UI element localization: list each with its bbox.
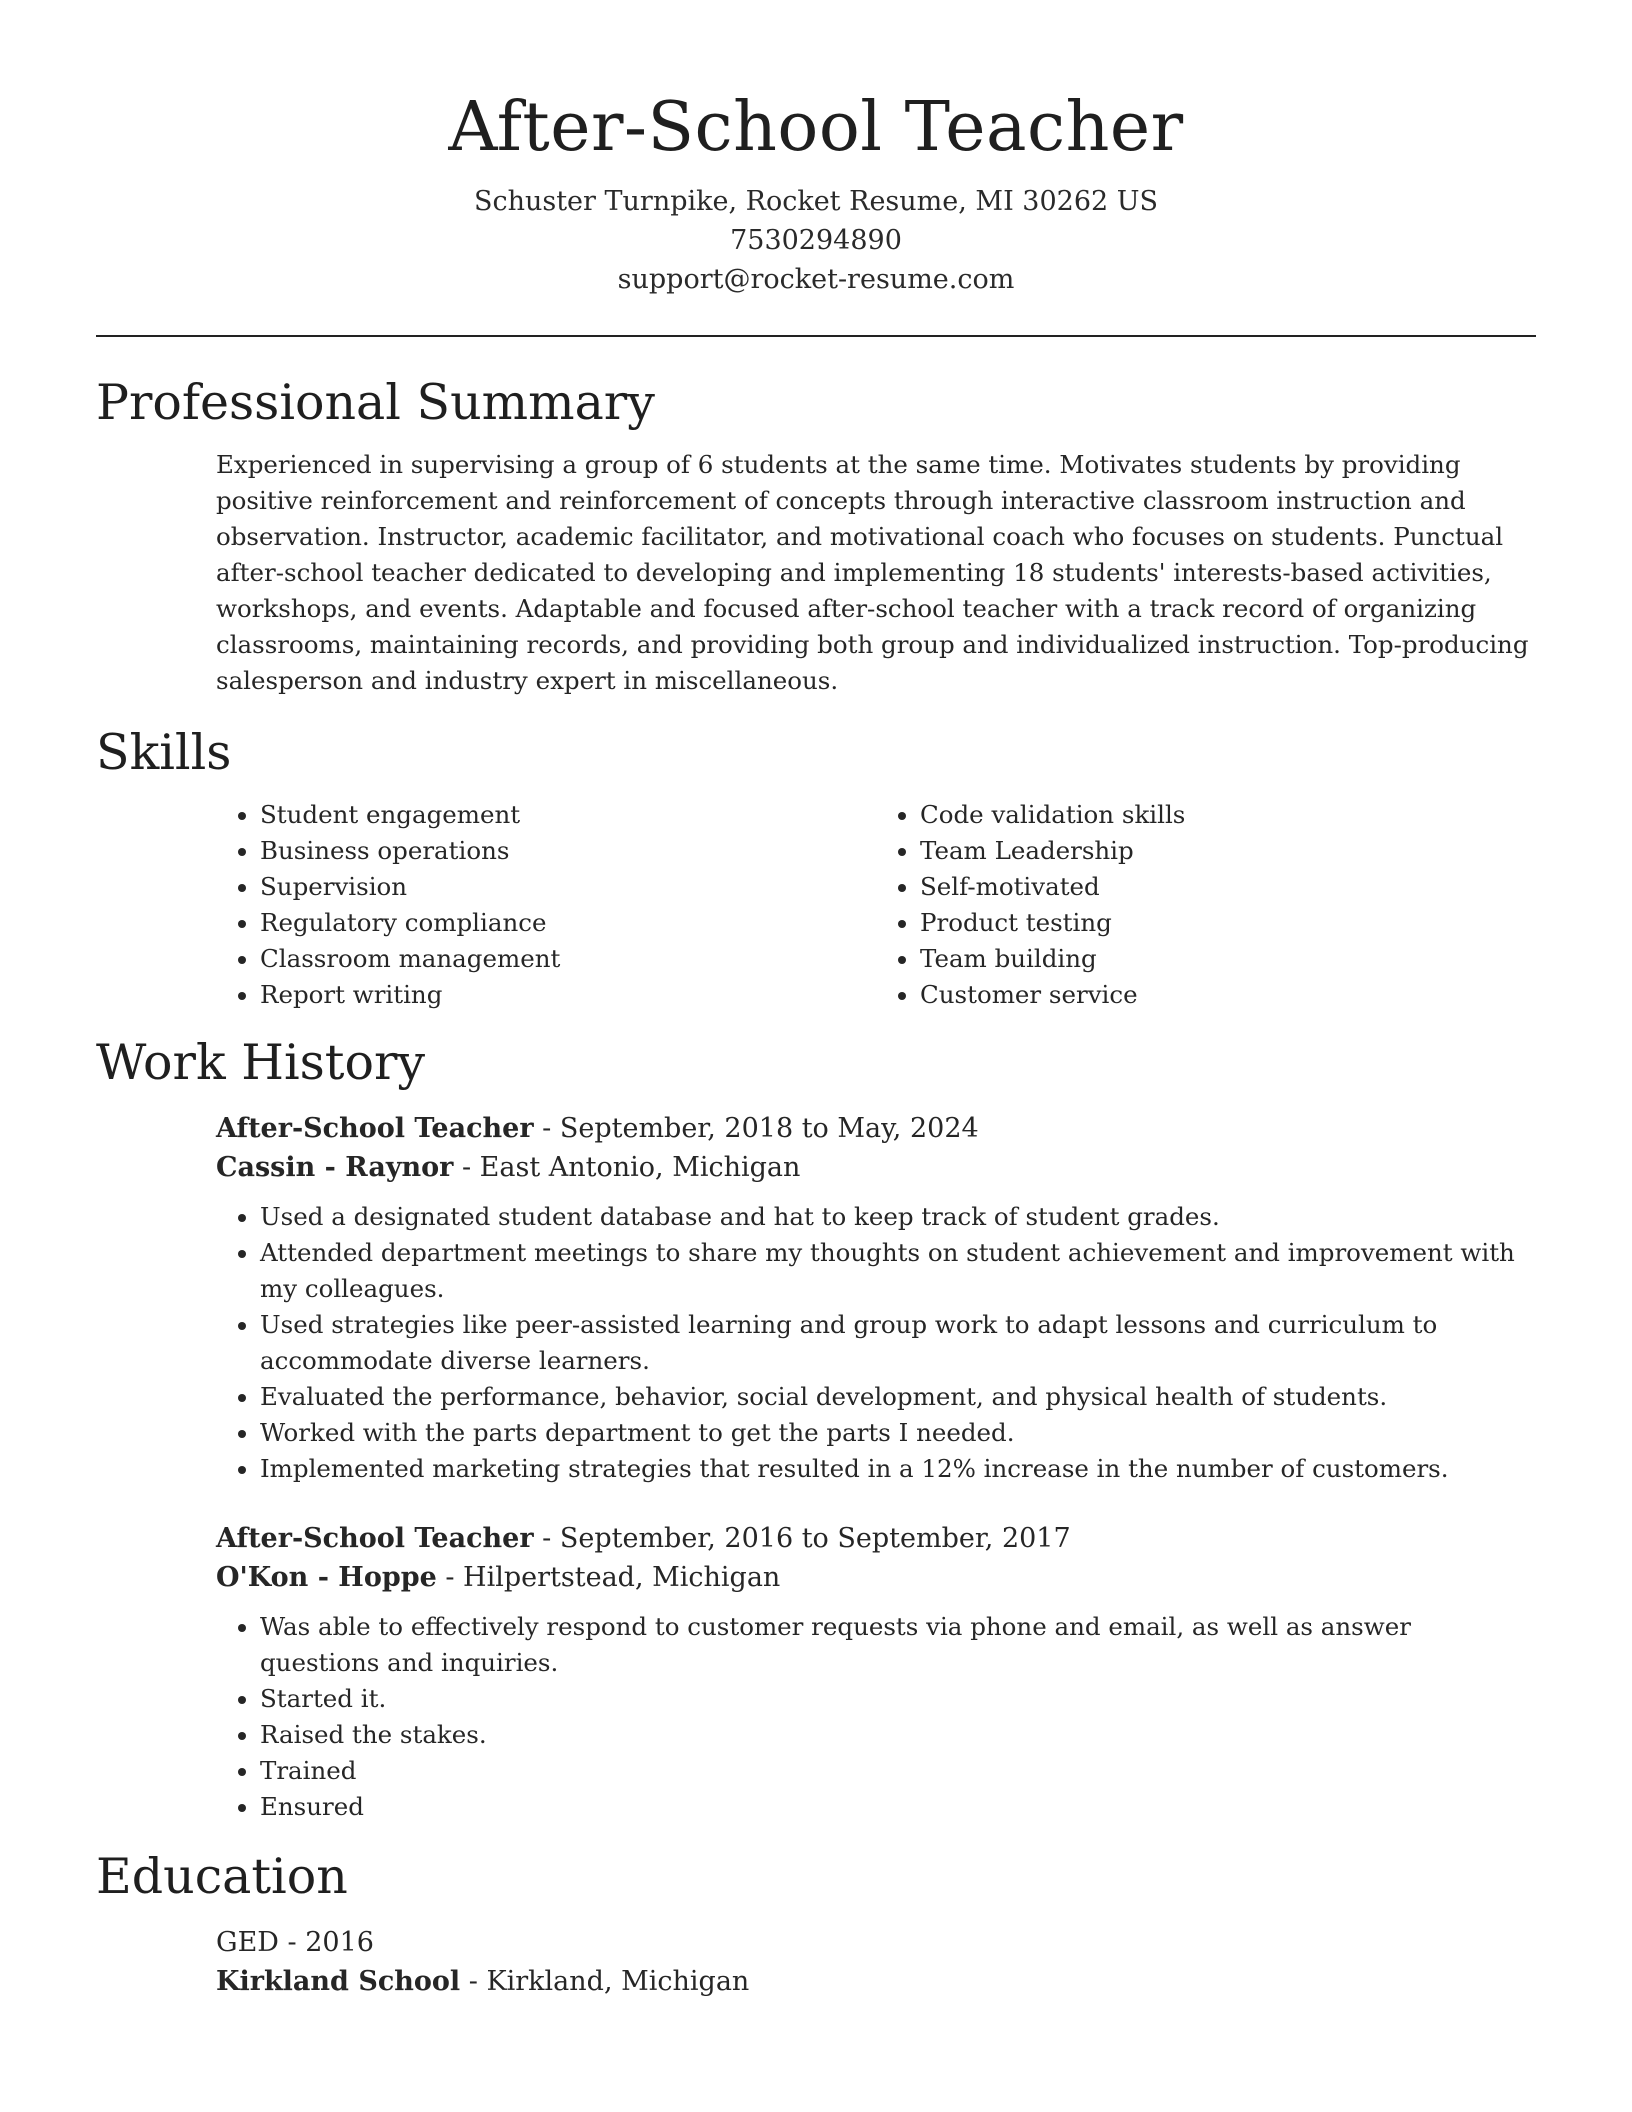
skills-list-left (216, 797, 876, 1013)
job-dates: - September, 2018 to May, 2024 (533, 1113, 979, 1144)
job-role: After-School Teacher (216, 1113, 534, 1144)
skills-section (96, 721, 1536, 1013)
skill-item: • Team Leadership (920, 833, 1536, 869)
skill-item: • Supervision (260, 869, 876, 905)
job-bullet: • Was able to effectively respond to customer requests via phone and email, as well as answer questions and inquiries. (260, 1609, 1536, 1681)
job-role: After-School Teacher (216, 1523, 534, 1554)
job-location: - East Antonio, Michigan (453, 1152, 801, 1183)
job-bullets (216, 1199, 1536, 1487)
job-bullet: • Raised the stakes. (260, 1717, 1536, 1753)
resume-page (96, 0, 1536, 2001)
skill-item: • Code validation skills (920, 797, 1536, 833)
job-bullet: • Attended department meetings to share my thoughts on student achievement and improvement with my colleagues. (260, 1235, 1536, 1307)
education-school-line (216, 1962, 1536, 2001)
work-history-title: Work History (96, 1034, 426, 1091)
job-bullet: • Worked with the parts department to get the parts I needed. (260, 1415, 1536, 1451)
skill-item: • Classroom management (260, 941, 876, 977)
education-location: - Kirkland, Michigan (460, 1966, 750, 1997)
work-history-section (96, 1031, 1536, 1825)
job-bullet: • Used strategies like peer-assisted learning and group work to adapt lessons and curriculum to accommodate diverse learners. (260, 1307, 1536, 1379)
skill-item: • Student engagement (260, 797, 876, 833)
job-bullet: • Ensured (260, 1789, 1536, 1825)
skill-item: • Self-motivated (920, 869, 1536, 905)
skill-item: • Customer service (920, 977, 1536, 1013)
job-company-line (216, 1148, 1536, 1187)
job-bullet: • Trained (260, 1753, 1536, 1789)
job-bullet: • Implemented marketing strategies that resulted in a 12% increase in the number of customers. (260, 1451, 1536, 1487)
contact-phone: 7530294890 (730, 225, 902, 256)
skill-item: • Regulatory compliance (260, 905, 876, 941)
resume-header (96, 0, 1536, 337)
contact-email: support@rocket-resume.com (617, 264, 1015, 295)
education-section (96, 1845, 1536, 2001)
job-title-line (216, 1519, 1536, 1558)
skill-item: • Product testing (920, 905, 1536, 941)
job-bullet: • Started it. (260, 1681, 1536, 1717)
skill-item: • Business operations (260, 833, 876, 869)
job-entry (216, 1519, 1536, 1825)
job-title-line (216, 1109, 1536, 1148)
job-company-line (216, 1558, 1536, 1597)
education-degree: GED - 2016 (216, 1927, 374, 1958)
job-bullet: • Evaluated the performance, behavior, social development, and physical health of students. (260, 1379, 1536, 1415)
skills-grid (216, 797, 1536, 1013)
job-entry (216, 1109, 1536, 1487)
header-divider (96, 335, 1536, 337)
summary-text: Experienced in supervising a group of 6 students at the same time. Motivates students by providing positive reinforcement and reinforcement of concepts through interactive classroom instruction and observation. Instructor, academic facilitator, and motivational coach who focuses on students. Punctual after-school teacher dedicated to developing and implementing 18 students' interests-based activities, workshops, and events. Adaptable and focused after-school teacher with a track record of organizing classrooms, maintaining records, and providing both group and individualized instruction. Top-producing salesperson and industry expert in miscellaneous. (216, 450, 1529, 695)
skill-item: • Report writing (260, 977, 876, 1013)
skills-title: Skills (96, 724, 232, 781)
contact-info (96, 182, 1536, 299)
resume-name: After-School Teacher (448, 88, 1184, 167)
skills-list-right (876, 797, 1536, 1013)
summary-body (216, 447, 1536, 699)
summary-section (96, 371, 1536, 699)
education-title: Education (96, 1848, 348, 1905)
job-location: - Hilpertstead, Michigan (436, 1562, 781, 1593)
job-bullets (216, 1609, 1536, 1825)
job-dates: - September, 2016 to September, 2017 (533, 1523, 1071, 1554)
job-bullet: • Used a designated student database and hat to keep track of student grades. (260, 1199, 1536, 1235)
summary-title: Professional Summary (96, 374, 655, 431)
job-company: Cassin - Raynor (216, 1152, 454, 1183)
education-entry (216, 1923, 1536, 2001)
contact-address: Schuster Turnpike, Rocket Resume, MI 30262 US (473, 186, 1159, 217)
education-school: Kirkland School (216, 1966, 461, 1997)
skill-item: • Team building (920, 941, 1536, 977)
job-company: O'Kon - Hoppe (216, 1562, 437, 1593)
